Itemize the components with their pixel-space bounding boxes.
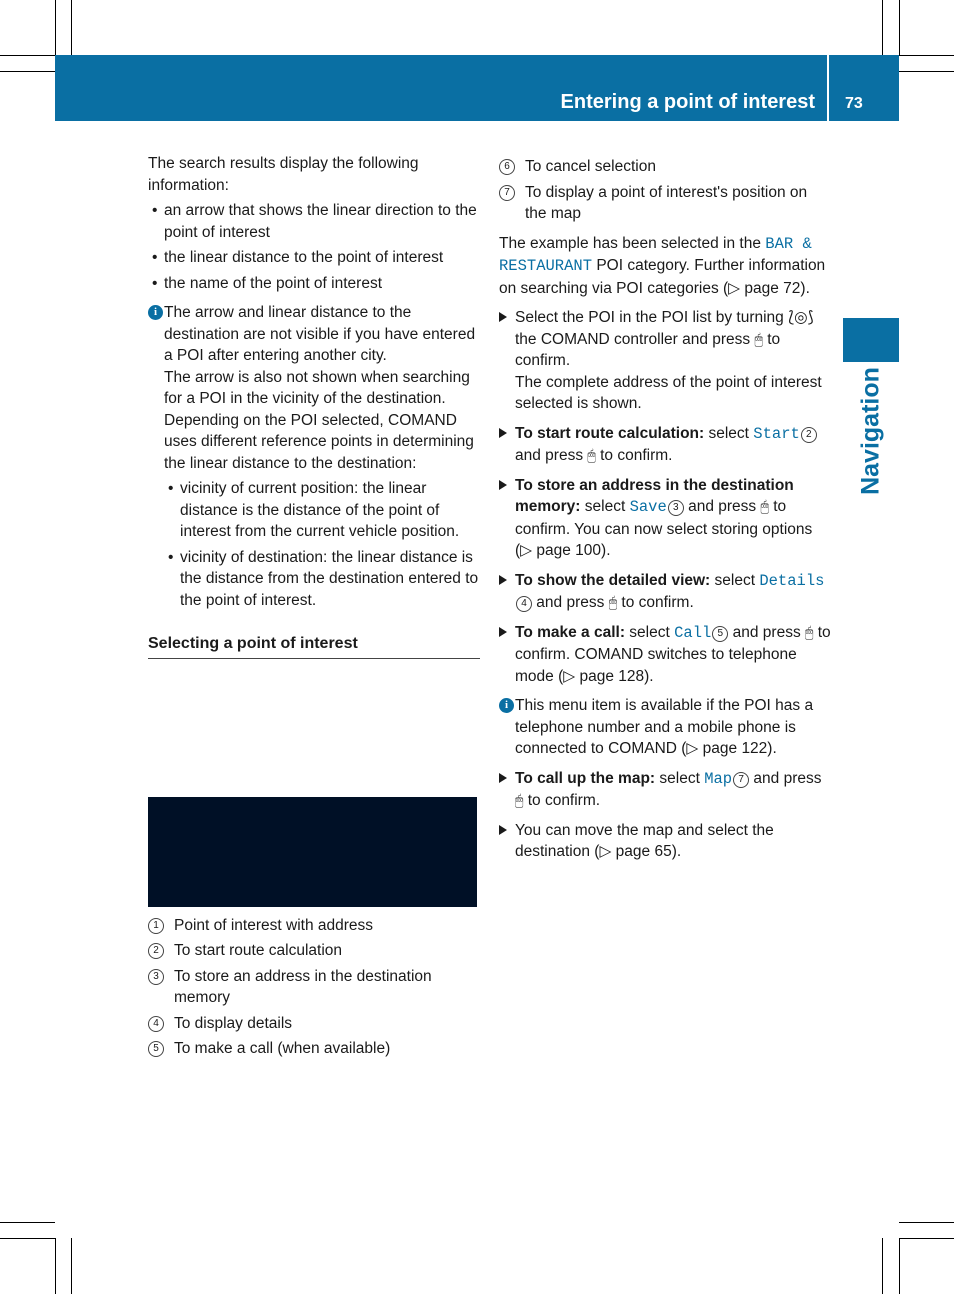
instruction-step: To show the detailed view: select Details4 and press 🖱 to confirm. xyxy=(499,570,831,614)
instruction-step: Select the POI in the POI list by turning ⟅◎⟆ the COMAND controller and press 🖱 to confirm. The complete address of the point of interest selected is shown. xyxy=(499,307,831,415)
crop-mark xyxy=(0,71,55,72)
figure-legend xyxy=(148,915,480,1060)
info-note: i The arrow and linear distance to the destination are not visible if you have entered a POI after entering another city. The arrow is also not shown when searching for a POI in the vicinity of the destination. Depending on the POI selected, COMAND uses different reference points in determining the linear distance to the destination: • vicinity of current position: the linear distance is the distance of the point of interest from the current vehicle position. • vicinity of destination: the linear distance is the distance from the destination entered to the point of interest. xyxy=(148,302,480,611)
crop-mark xyxy=(899,71,954,72)
legend-item: 6 To cancel selection xyxy=(499,156,831,178)
step-arrow-icon xyxy=(499,312,507,322)
example-text: The example has been selected in the BAR & RESTAURANT POI category. Further information on searching via POI categories (▷ page 72). xyxy=(499,234,826,297)
list-item: • the linear distance to the point of interest xyxy=(152,249,444,266)
step-arrow-icon xyxy=(499,825,507,835)
press-icon: 🖱 xyxy=(608,594,618,610)
press-icon: 🖱 xyxy=(515,792,524,808)
info-icon: i xyxy=(148,305,163,320)
legend-item: 5 To make a call (when available) xyxy=(148,1038,480,1060)
crop-mark xyxy=(55,1238,56,1294)
crop-mark xyxy=(55,0,56,55)
press-icon: 🖱 xyxy=(760,498,769,514)
comand-screen-image xyxy=(148,677,477,907)
controller-turn-icon: ⟅◎⟆ xyxy=(788,309,814,326)
list-item: • an arrow that shows the linear direction to the point of interest xyxy=(152,202,477,241)
instruction-step: To start route calculation: select Start 2 and press 🖱 to confirm. xyxy=(499,423,831,467)
chapter-label: Navigation xyxy=(856,367,885,495)
list-item: • the name of the point of interest xyxy=(152,274,382,292)
list-item: • vicinity of destination: the linear distance is the distance from the destination entered to the point of interest. xyxy=(168,548,479,609)
crop-mark xyxy=(71,0,72,55)
info-note: i This menu item is available if the POI has a telephone number and a mobile phone is connected to COMAND (▷ page 122). xyxy=(499,695,831,760)
crop-mark xyxy=(0,1238,55,1239)
info-icon: i xyxy=(499,698,514,713)
instruction-step: To call up the map: select Map 7 and press 🖱 to confirm. xyxy=(499,768,831,812)
crop-mark xyxy=(71,1238,72,1294)
step-arrow-icon xyxy=(499,575,507,585)
step-arrow-icon xyxy=(499,480,507,490)
right-column xyxy=(499,156,831,863)
header-divider xyxy=(827,55,829,121)
crop-mark xyxy=(899,1238,954,1239)
legend-item: 3 To store an address in the destination memory xyxy=(148,966,480,1009)
crop-mark xyxy=(899,1238,900,1294)
step-arrow-icon xyxy=(499,627,507,637)
crop-mark xyxy=(882,1238,883,1294)
instruction-step: To store an address in the destination memory: select Save 3 and press 🖱 to confirm. You can now select storing options (▷ page 100). xyxy=(499,475,831,562)
left-column xyxy=(148,153,480,1060)
call-softkey: Call xyxy=(674,623,712,642)
crop-mark xyxy=(899,0,900,55)
step-arrow-icon xyxy=(499,773,507,783)
instruction-step: To make a call: select Call 5 and press 🖱 to confirm. COMAND switches to telephone mode (▷ page 128). xyxy=(499,622,831,688)
chapter-tab xyxy=(843,318,899,362)
save-softkey: Save xyxy=(629,498,667,516)
press-icon: 🖱 xyxy=(754,330,763,347)
crop-mark xyxy=(0,1222,55,1223)
crop-mark xyxy=(899,1222,954,1223)
intro-text: The search results display the following information: xyxy=(148,155,419,194)
page-title: Entering a point of interest xyxy=(560,91,815,113)
legend-item: 1 Point of interest with address xyxy=(148,915,480,937)
crop-mark xyxy=(0,55,55,56)
map-softkey: Map xyxy=(704,769,733,788)
press-icon: 🖱 xyxy=(805,623,814,640)
details-softkey: Details xyxy=(759,571,825,590)
crop-mark xyxy=(882,0,883,55)
step-arrow-icon xyxy=(499,428,507,438)
section-title: Selecting a point of interest xyxy=(148,633,480,659)
legend-item: 4 To display details xyxy=(148,1013,480,1035)
list-item: • vicinity of current position: the linear distance is the distance of the point of interest from the current vehicle position. xyxy=(168,480,460,540)
page-number: 73 xyxy=(845,95,863,112)
legend-item: 2 To start route calculation xyxy=(148,940,480,962)
instruction-step: You can move the map and select the destination (▷ page 65). xyxy=(499,820,831,863)
page-header xyxy=(55,55,899,121)
start-softkey: Start xyxy=(753,424,800,443)
crop-mark xyxy=(899,55,954,56)
legend-item: 7 To display a point of interest's position on the map xyxy=(499,182,831,225)
press-icon: 🖱 xyxy=(587,447,596,463)
screen-display xyxy=(148,797,477,907)
